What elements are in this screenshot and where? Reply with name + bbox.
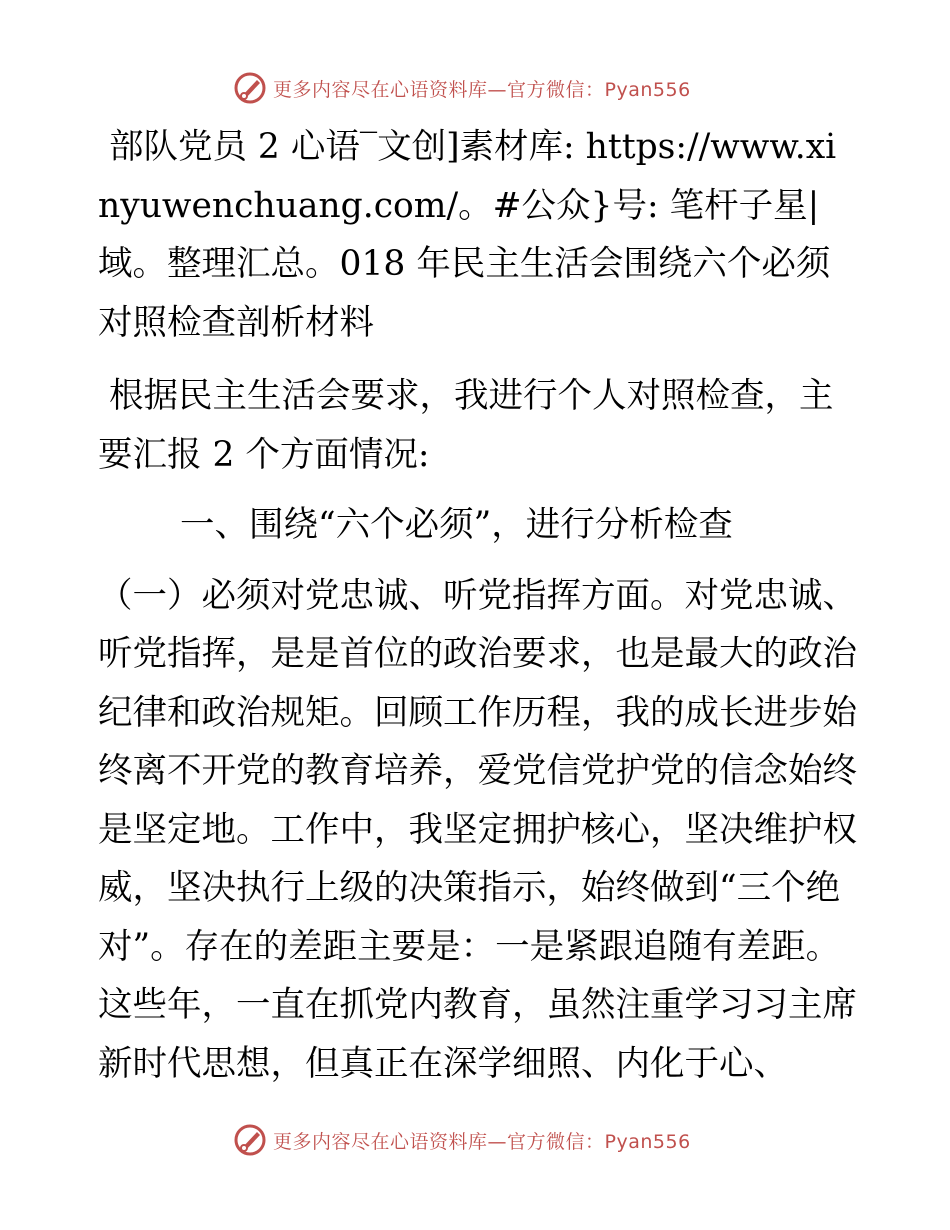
- pen-seal-logo: [233, 1123, 267, 1157]
- watermark-header: [233, 68, 713, 108]
- pen-seal-logo: [233, 71, 267, 105]
- document-body: [98, 118, 858, 1093]
- watermark-separator: —: [487, 1130, 508, 1153]
- request-paragraph: 根据民主生活会要求，我进行个人对照检查，主要汇报 2 个方面情况:: [98, 376, 834, 475]
- watermark-footer: [233, 1120, 713, 1160]
- watermark-contact: 官方微信：Pyan556: [507, 78, 691, 101]
- intro-paragraph: 部队党员 2 心语‾文创]素材库: https://www.xinyuwenchuang.com/。#公众}号: 笔杆子星|域。整理汇总。018 年民主生活会围绕六个必须对照检查剖析材料: [98, 127, 837, 343]
- watermark-brand: 更多内容尽在心语资料库: [273, 1130, 488, 1153]
- watermark-contact: 官方微信：Pyan556: [507, 1130, 691, 1153]
- section-heading: 一、围绕“六个必须”，进行分析检查: [180, 505, 733, 545]
- body-paragraph: （一）必须对党忠诚、听党指挥方面。对党忠诚、听党指挥，是是首位的政治要求，也是最大的政治纪律和政治规矩。回顾工作历程，我的成长进步始终离不开党的教育培养，爱党信党护党的信念始终是坚定地。工作中，我坚定拥护核心，坚决维护权威，坚决执行上级的决策指示，始终做到“三个绝对”。存在的差距主要是：一是紧跟追随有差距。这些年，一直在抓党内教育，虽然注重学习习主席新时代思想，但真正在深学细照、内化于心、: [98, 575, 857, 1084]
- watermark-brand: 更多内容尽在心语资料库: [273, 78, 488, 101]
- watermark-separator: —: [487, 78, 508, 101]
